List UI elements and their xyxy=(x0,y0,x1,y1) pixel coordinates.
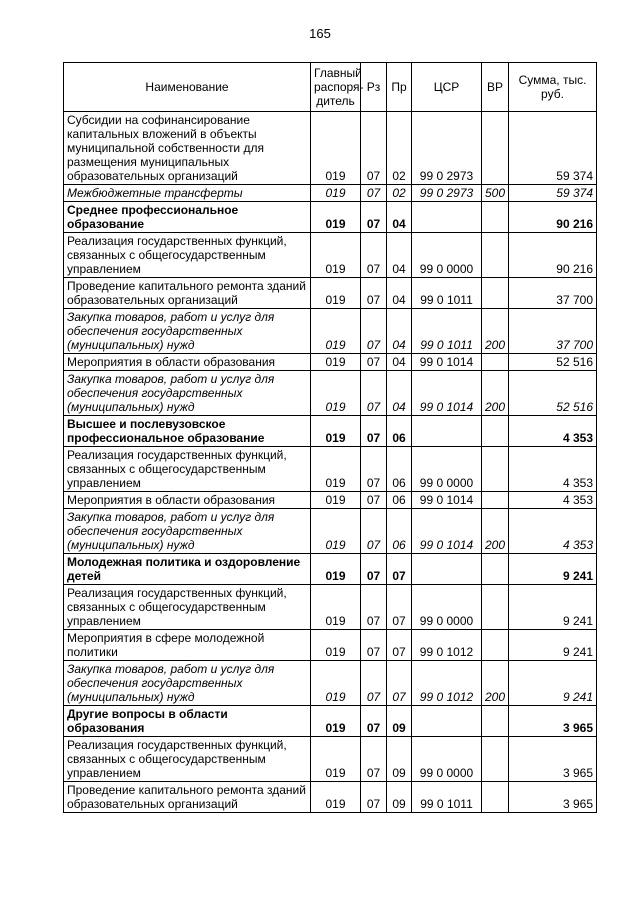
cell-pr: 06 xyxy=(387,447,412,492)
table-row xyxy=(64,782,597,813)
cell-sum: 90 216 xyxy=(509,233,597,278)
cell-name: Субсидии на софинансирование капитальных вложений в объекты муниципальной собственности для размещения муниципальных образовательных организаций xyxy=(64,112,311,185)
cell-name: Молодежная политика и оздоровление детей xyxy=(64,554,311,585)
cell-pr: 04 xyxy=(387,354,412,371)
cell-vr xyxy=(482,112,509,185)
cell-rz: 07 xyxy=(361,782,387,813)
cell-admin: 019 xyxy=(311,630,361,661)
cell-sum: 90 216 xyxy=(509,202,597,233)
cell-csr xyxy=(412,416,482,447)
cell-vr: 200 xyxy=(482,509,509,554)
table-row xyxy=(64,706,597,737)
table-row xyxy=(64,371,597,416)
table-row xyxy=(64,492,597,509)
cell-pr: 07 xyxy=(387,554,412,585)
cell-csr: 99 0 0000 xyxy=(412,233,482,278)
cell-name: Закупка товаров, работ и услуг для обеспечения государственных (муниципальных) нужд xyxy=(64,661,311,706)
cell-sum: 9 241 xyxy=(509,554,597,585)
cell-name: Мероприятия в сфере молодежной политики xyxy=(64,630,311,661)
cell-vr: 500 xyxy=(482,185,509,202)
cell-csr: 99 0 1014 xyxy=(412,371,482,416)
header-name: Наименование xyxy=(64,63,311,112)
header-rz: Рз xyxy=(361,63,387,112)
cell-rz: 07 xyxy=(361,278,387,309)
cell-sum: 37 700 xyxy=(509,309,597,354)
cell-sum: 3 965 xyxy=(509,737,597,782)
cell-rz: 07 xyxy=(361,509,387,554)
table-row xyxy=(64,447,597,492)
cell-sum: 9 241 xyxy=(509,661,597,706)
cell-vr xyxy=(482,630,509,661)
cell-csr: 99 0 2973 xyxy=(412,112,482,185)
cell-csr: 99 0 1011 xyxy=(412,278,482,309)
cell-rz: 07 xyxy=(361,309,387,354)
cell-sum: 37 700 xyxy=(509,278,597,309)
table-body xyxy=(64,112,597,813)
cell-sum: 9 241 xyxy=(509,630,597,661)
cell-admin: 019 xyxy=(311,202,361,233)
cell-csr: 99 0 1011 xyxy=(412,309,482,354)
cell-sum: 4 353 xyxy=(509,416,597,447)
cell-sum: 4 353 xyxy=(509,509,597,554)
cell-sum: 4 353 xyxy=(509,447,597,492)
cell-pr: 04 xyxy=(387,278,412,309)
cell-admin: 019 xyxy=(311,354,361,371)
cell-pr: 09 xyxy=(387,737,412,782)
header-admin: Главный распоря-дитель xyxy=(311,63,361,112)
cell-pr: 09 xyxy=(387,782,412,813)
cell-vr: 200 xyxy=(482,309,509,354)
cell-admin: 019 xyxy=(311,371,361,416)
cell-pr: 02 xyxy=(387,185,412,202)
cell-name: Мероприятия в области образования xyxy=(64,492,311,509)
cell-name: Высшее и послевузовское профессиональное образование xyxy=(64,416,311,447)
cell-rz: 07 xyxy=(361,371,387,416)
cell-rz: 07 xyxy=(361,447,387,492)
cell-vr xyxy=(482,706,509,737)
cell-pr: 02 xyxy=(387,112,412,185)
cell-vr xyxy=(482,447,509,492)
cell-rz: 07 xyxy=(361,706,387,737)
cell-rz: 07 xyxy=(361,661,387,706)
cell-vr xyxy=(482,278,509,309)
cell-rz: 07 xyxy=(361,185,387,202)
cell-admin: 019 xyxy=(311,492,361,509)
table-row xyxy=(64,509,597,554)
cell-admin: 019 xyxy=(311,233,361,278)
table-row xyxy=(64,309,597,354)
cell-admin: 019 xyxy=(311,782,361,813)
cell-csr: 99 0 1014 xyxy=(412,492,482,509)
cell-name: Закупка товаров, работ и услуг для обеспечения государственных (муниципальных) нужд xyxy=(64,371,311,416)
cell-csr xyxy=(412,202,482,233)
cell-csr xyxy=(412,706,482,737)
cell-csr: 99 0 1012 xyxy=(412,630,482,661)
cell-vr xyxy=(482,782,509,813)
table-header-row xyxy=(64,63,597,112)
cell-admin: 019 xyxy=(311,585,361,630)
cell-csr: 99 0 1014 xyxy=(412,354,482,371)
cell-rz: 07 xyxy=(361,737,387,782)
cell-admin: 019 xyxy=(311,112,361,185)
cell-vr xyxy=(482,233,509,278)
cell-csr: 99 0 1012 xyxy=(412,661,482,706)
cell-vr xyxy=(482,585,509,630)
table-row xyxy=(64,202,597,233)
cell-sum: 9 241 xyxy=(509,585,597,630)
cell-name: Среднее профессиональное образование xyxy=(64,202,311,233)
cell-csr: 99 0 1014 xyxy=(412,509,482,554)
cell-vr: 200 xyxy=(482,661,509,706)
cell-rz: 07 xyxy=(361,233,387,278)
cell-name: Проведение капитального ремонта зданий образовательных организаций xyxy=(64,782,311,813)
cell-sum: 59 374 xyxy=(509,185,597,202)
cell-admin: 019 xyxy=(311,554,361,585)
table-row xyxy=(64,354,597,371)
cell-rz: 07 xyxy=(361,416,387,447)
cell-rz: 07 xyxy=(361,202,387,233)
cell-pr: 04 xyxy=(387,371,412,416)
cell-vr xyxy=(482,554,509,585)
cell-name: Мероприятия в области образования xyxy=(64,354,311,371)
cell-admin: 019 xyxy=(311,447,361,492)
cell-name: Реализация государственных функций, связанных с общегосударственным управлением xyxy=(64,585,311,630)
cell-vr xyxy=(482,737,509,782)
cell-rz: 07 xyxy=(361,630,387,661)
page-number: 165 xyxy=(309,26,331,41)
cell-csr: 99 0 0000 xyxy=(412,447,482,492)
cell-sum: 4 353 xyxy=(509,492,597,509)
cell-vr xyxy=(482,202,509,233)
header-pr: Пр xyxy=(387,63,412,112)
cell-admin: 019 xyxy=(311,706,361,737)
cell-name: Закупка товаров, работ и услуг для обеспечения государственных (муниципальных) нужд xyxy=(64,309,311,354)
cell-pr: 04 xyxy=(387,233,412,278)
table-row xyxy=(64,112,597,185)
cell-sum: 59 374 xyxy=(509,112,597,185)
cell-csr: 99 0 0000 xyxy=(412,585,482,630)
cell-admin: 019 xyxy=(311,309,361,354)
cell-admin: 019 xyxy=(311,416,361,447)
cell-rz: 07 xyxy=(361,492,387,509)
cell-vr xyxy=(482,354,509,371)
cell-name: Межбюджетные трансферты xyxy=(64,185,311,202)
cell-name: Реализация государственных функций, связанных с общегосударственным управлением xyxy=(64,233,311,278)
cell-csr: 99 0 0000 xyxy=(412,737,482,782)
cell-name: Проведение капитального ремонта зданий образовательных организаций xyxy=(64,278,311,309)
cell-pr: 07 xyxy=(387,661,412,706)
table-row xyxy=(64,737,597,782)
table-row xyxy=(64,585,597,630)
header-csr: ЦСР xyxy=(412,63,482,112)
cell-vr: 200 xyxy=(482,371,509,416)
cell-rz: 07 xyxy=(361,354,387,371)
cell-pr: 09 xyxy=(387,706,412,737)
cell-csr: 99 0 2973 xyxy=(412,185,482,202)
cell-rz: 07 xyxy=(361,585,387,630)
table-row xyxy=(64,554,597,585)
cell-csr: 99 0 1011 xyxy=(412,782,482,813)
cell-sum: 52 516 xyxy=(509,371,597,416)
table-row xyxy=(64,661,597,706)
header-sum: Сумма, тыс. руб. xyxy=(509,63,597,112)
cell-admin: 019 xyxy=(311,661,361,706)
cell-sum: 3 965 xyxy=(509,706,597,737)
cell-pr: 07 xyxy=(387,585,412,630)
cell-csr xyxy=(412,554,482,585)
header-vr: ВР xyxy=(482,63,509,112)
cell-vr xyxy=(482,416,509,447)
cell-admin: 019 xyxy=(311,737,361,782)
cell-name: Реализация государственных функций, связанных с общегосударственным управлением xyxy=(64,447,311,492)
cell-name: Закупка товаров, работ и услуг для обеспечения государственных (муниципальных) нужд xyxy=(64,509,311,554)
cell-admin: 019 xyxy=(311,509,361,554)
table-row xyxy=(64,278,597,309)
cell-admin: 019 xyxy=(311,278,361,309)
cell-pr: 06 xyxy=(387,509,412,554)
table-row xyxy=(64,185,597,202)
cell-pr: 07 xyxy=(387,630,412,661)
cell-rz: 07 xyxy=(361,554,387,585)
cell-name: Реализация государственных функций, связанных с общегосударственным управлением xyxy=(64,737,311,782)
cell-vr xyxy=(482,492,509,509)
table-row xyxy=(64,233,597,278)
cell-pr: 06 xyxy=(387,416,412,447)
table-row xyxy=(64,630,597,661)
table-row xyxy=(64,416,597,447)
budget-table xyxy=(63,62,597,813)
cell-sum: 3 965 xyxy=(509,782,597,813)
cell-sum: 52 516 xyxy=(509,354,597,371)
cell-rz: 07 xyxy=(361,112,387,185)
cell-pr: 04 xyxy=(387,309,412,354)
cell-name: Другие вопросы в области образования xyxy=(64,706,311,737)
cell-pr: 04 xyxy=(387,202,412,233)
cell-admin: 019 xyxy=(311,185,361,202)
cell-pr: 06 xyxy=(387,492,412,509)
